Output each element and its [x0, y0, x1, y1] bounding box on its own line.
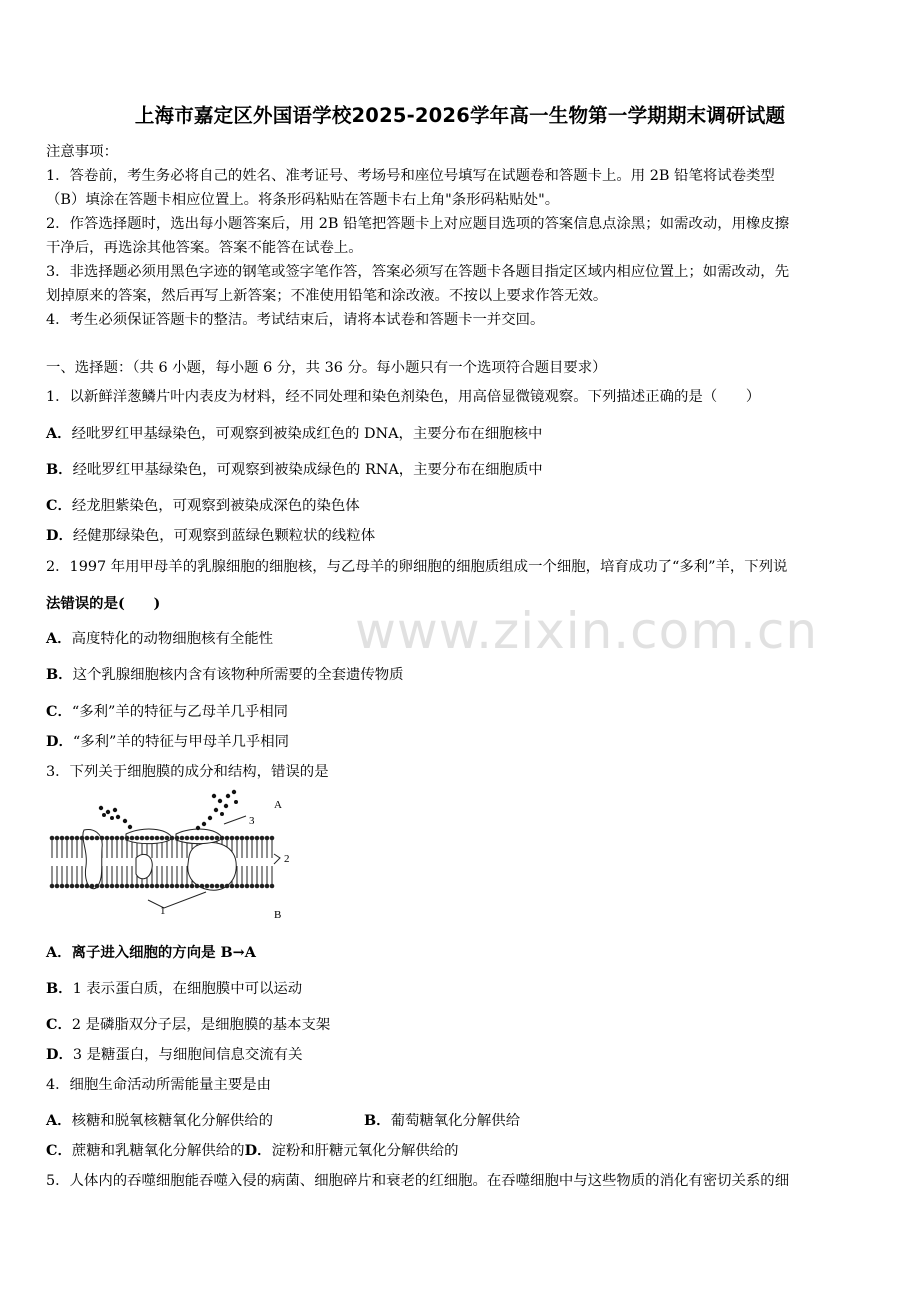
phospholipid-head — [270, 836, 275, 841]
phospholipid-head — [105, 884, 110, 889]
option-text: 经健那绿染色，可观察到蓝绿色颗粒状的线粒体 — [72, 528, 376, 544]
phospholipid-head — [245, 884, 250, 889]
phospholipid-head — [80, 836, 85, 841]
option-text: “多利”羊的特征与乙母羊几乎相同 — [71, 704, 289, 720]
option-text: “多利”羊的特征与甲母羊几乎相同 — [72, 734, 290, 750]
phospholipid-head — [110, 884, 115, 889]
phospholipid-head — [120, 884, 125, 889]
notice-line: 1．答卷前，考生务必将自己的姓名、准考证号、考场号和座位号填写在试题卷和答题卡上。用 2B 铅笔将试卷类型 — [46, 168, 775, 184]
phospholipid-head — [125, 884, 130, 889]
question-3-option-d — [46, 1043, 302, 1064]
phospholipid-head — [270, 884, 275, 889]
phospholipid-head — [165, 836, 170, 841]
question-4-option-b — [364, 1109, 520, 1130]
question-3-option-c — [46, 1013, 330, 1034]
phospholipid-head — [80, 884, 85, 889]
phospholipid-head — [265, 836, 270, 841]
phospholipid-head — [190, 884, 195, 889]
phospholipid-head — [195, 836, 200, 841]
phospholipid-head — [175, 836, 180, 841]
phospholipid-head — [95, 884, 100, 889]
notice-line: 2．作答选择题时，选出每小题答案后，用 2B 铅笔把答题卡上对应题目选项的答案信息点涂黑；如需改动，用橡皮擦 — [46, 216, 790, 232]
phospholipid-head — [65, 884, 70, 889]
option-label: B． — [46, 980, 73, 997]
option-text: 离子进入细胞的方向是 B→A — [71, 944, 256, 961]
phospholipid-head — [215, 836, 220, 841]
phospholipid-head — [50, 836, 55, 841]
phospholipid-head — [200, 836, 205, 841]
diagram-label-1: 1 — [160, 905, 166, 917]
phospholipid-head — [125, 836, 130, 841]
phospholipid-head — [230, 836, 235, 841]
phospholipid-head — [160, 836, 165, 841]
phospholipid-head — [115, 884, 120, 889]
phospholipid-head — [95, 836, 100, 841]
option-text: 1 表示蛋白质，在细胞膜中可以运动 — [72, 981, 303, 997]
diagram-label-b: B — [274, 909, 282, 921]
phospholipid-head — [240, 884, 245, 889]
phospholipid-head — [70, 884, 75, 889]
phospholipid-head — [215, 884, 220, 889]
phospholipid-head — [145, 884, 150, 889]
option-text: 淀粉和肝糖元氧化分解供给的 — [271, 1143, 459, 1159]
phospholipid-head — [150, 884, 155, 889]
option-label: C． — [46, 703, 72, 720]
phospholipid-head — [90, 836, 95, 841]
option-label: A． — [46, 1112, 72, 1129]
notice-line: 划掉原来的答案，然后再写上新答案；不准使用铅笔和涂改液。不按以上要求作答无效。 — [46, 288, 608, 304]
option-text: 3 是糖蛋白，与细胞间信息交流有关 — [72, 1047, 303, 1063]
question-2-option-d — [46, 730, 289, 751]
phospholipid-head — [260, 884, 265, 889]
phospholipid-head — [250, 836, 255, 841]
question-1-option-c — [46, 494, 360, 515]
phospholipid-head — [55, 836, 60, 841]
phospholipid-head — [265, 884, 270, 889]
phospholipid-head — [130, 836, 135, 841]
notice-line: 干净后，再选涂其他答案。答案不能答在试卷上。 — [46, 240, 363, 256]
phospholipid-head — [165, 884, 170, 889]
phospholipid-head — [90, 884, 95, 889]
phospholipid-head — [185, 884, 190, 889]
diagram-label-a: A — [274, 799, 282, 811]
phospholipid-head — [195, 884, 200, 889]
question-3-option-a — [46, 941, 256, 962]
page-title: 上海市嘉定区外国语学校2025-2026学年高一生物第一学期期末调研试题 — [134, 104, 786, 127]
question-2-option-a — [46, 627, 273, 648]
option-text: 经吡罗红甲基绿染色，可观察到被染成红色的 DNA，主要分布在细胞核中 — [71, 426, 543, 442]
option-label: C． — [46, 1142, 72, 1159]
phospholipid-head — [250, 884, 255, 889]
question-2-stem-line2: 法错误的是( ) — [46, 595, 161, 612]
phospholipid-head — [110, 836, 115, 841]
phospholipid-head — [170, 836, 175, 841]
phospholipid-head — [160, 884, 165, 889]
phospholipid-head — [260, 836, 265, 841]
phospholipid-head — [255, 836, 260, 841]
phospholipid-head — [115, 836, 120, 841]
phospholipid-head — [210, 884, 215, 889]
phospholipid-head — [205, 884, 210, 889]
phospholipid-head — [155, 836, 160, 841]
phospholipid-head — [50, 884, 55, 889]
phospholipid-head — [245, 836, 250, 841]
phospholipid-head — [255, 884, 260, 889]
phospholipid-head — [135, 836, 140, 841]
watermark: www.zixin.com.cn — [355, 602, 819, 660]
option-text: 2 是磷脂双分子层，是细胞膜的基本支架 — [71, 1017, 331, 1033]
phospholipid-head — [60, 884, 65, 889]
question-3-option-b — [46, 977, 302, 998]
phospholipid-head — [200, 884, 205, 889]
phospholipid-head — [205, 836, 210, 841]
question-3-stem: 3．下列关于细胞膜的成分和结构，错误的是 — [46, 764, 329, 780]
question-2-option-c — [46, 700, 288, 721]
section-heading: 一、选择题：（共 6 小题，每小题 6 分，共 36 分。每小题只有一个选项符合题目要求） — [46, 360, 607, 376]
phospholipid-head — [170, 884, 175, 889]
option-label: A． — [46, 944, 72, 961]
option-text: 蔗糖和乳糖氧化分解供给的 — [71, 1143, 245, 1159]
phospholipid-head — [180, 836, 185, 841]
phospholipid-head — [180, 884, 185, 889]
question-4-option-a — [46, 1109, 273, 1130]
phospholipid-head — [70, 836, 75, 841]
phospholipid-head — [60, 836, 65, 841]
option-text: 经龙胆紫染色，可观察到被染成深色的染色体 — [71, 498, 360, 514]
option-text: 经吡罗红甲基绿染色，可观察到被染成绿色的 RNA，主要分布在细胞质中 — [72, 462, 543, 478]
phospholipid-head — [235, 884, 240, 889]
diagram-label-3: 3 — [249, 815, 255, 827]
phospholipid-head — [85, 836, 90, 841]
option-label: D． — [244, 1142, 272, 1159]
question-2-option-b — [46, 663, 404, 684]
phospholipid-head — [100, 884, 105, 889]
option-text: 这个乳腺细胞核内含有该物种所需要的全套遗传物质 — [72, 667, 404, 683]
phospholipid-head — [155, 884, 160, 889]
option-label: B． — [46, 666, 73, 683]
phospholipid-head — [235, 836, 240, 841]
phospholipid-head — [135, 884, 140, 889]
option-label: B． — [46, 461, 73, 478]
option-label: A． — [46, 630, 72, 647]
option-label: D． — [46, 527, 73, 544]
question-1-option-b — [46, 458, 543, 479]
question-2-stem-line1: 2．1997 年用甲母羊的乳腺细胞的细胞核，与乙母羊的卵细胞的细胞质组成一个细胞，培育成功了“多利”羊，下列说 — [46, 559, 788, 575]
phospholipid-head — [140, 884, 145, 889]
option-label: B． — [364, 1112, 391, 1129]
phospholipid-head — [55, 884, 60, 889]
phospholipid-head — [240, 836, 245, 841]
phospholipid-head — [65, 836, 70, 841]
option-label: C． — [46, 497, 72, 514]
notice-line: 3．非选择题必须用黑色字迹的钢笔或签字笔作答，答案必须写在答题卡各题目指定区域内相应位置上；如需改动，先 — [46, 264, 790, 280]
notice-heading: 注意事项： — [46, 144, 118, 160]
phospholipid-head — [145, 836, 150, 841]
phospholipid-head — [175, 884, 180, 889]
phospholipid-head — [130, 884, 135, 889]
question-1-stem: 1．以新鲜洋葱鳞片叶内表皮为材料，经不同处理和染色剂染色，用高倍显微镜观察。下列描述正确的是（ ） — [46, 389, 761, 405]
phospholipid-head — [220, 884, 225, 889]
question-5-stem: 5．人体内的吞噬细胞能吞噬入侵的病菌、细胞碎片和衰老的红细胞。在吞噬细胞中与这些物质的消化有密切关系的细 — [46, 1173, 790, 1189]
notice-line: （B）填涂在答题卡相应位置上。将条形码粘贴在答题卡右上角"条形码粘贴处"。 — [46, 192, 560, 208]
option-label: D． — [46, 1046, 73, 1063]
option-label: A． — [46, 425, 72, 442]
phospholipid-head — [105, 836, 110, 841]
option-label: C． — [46, 1016, 72, 1033]
phospholipid-head — [75, 884, 80, 889]
phospholipid-head — [150, 836, 155, 841]
phospholipid-head — [220, 836, 225, 841]
option-text: 核糖和脱氧核糖氧化分解供给的 — [71, 1113, 274, 1129]
option-label: D． — [46, 733, 73, 750]
phospholipid-head — [230, 884, 235, 889]
option-text: 高度特化的动物细胞核有全能性 — [71, 631, 274, 647]
phospholipid-head — [185, 836, 190, 841]
question-4-options-c-d — [46, 1139, 459, 1160]
question-1-option-d — [46, 524, 375, 545]
phospholipid-head — [190, 836, 195, 841]
phospholipid-head — [225, 884, 230, 889]
phospholipid-head — [225, 836, 230, 841]
diagram-label-2: 2 — [284, 853, 290, 865]
cell-membrane-diagram — [46, 788, 306, 928]
phospholipid-head — [75, 836, 80, 841]
phospholipid-head — [100, 836, 105, 841]
question-4-stem: 4．细胞生命活动所需能量主要是由 — [46, 1077, 272, 1093]
option-text: 葡萄糖氧化分解供给 — [390, 1113, 521, 1129]
notice-line: 4．考生必须保证答题卡的整洁。考试结束后，请将本试卷和答题卡一并交回。 — [46, 312, 545, 328]
phospholipid-head — [210, 836, 215, 841]
phospholipid-head — [140, 836, 145, 841]
phospholipid-head — [120, 836, 125, 841]
question-1-option-a — [46, 422, 542, 443]
phospholipid-head — [85, 884, 90, 889]
